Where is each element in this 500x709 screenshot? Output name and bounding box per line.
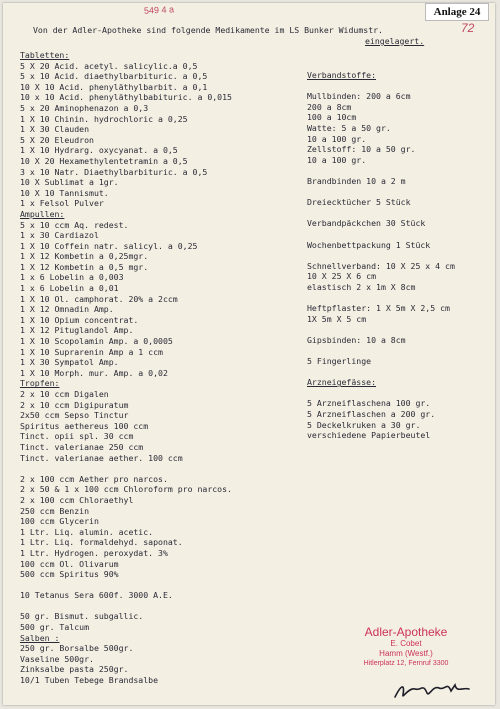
list-line: 100 a 10cm xyxy=(307,112,357,123)
list-line xyxy=(307,81,455,92)
list-line: verschiedene Papierbeutel xyxy=(307,430,431,441)
list-line: 1 X 10 Morph. mur. Amp. a 0,02 xyxy=(20,367,168,378)
list-line: Vaseline 500gr. xyxy=(20,653,94,664)
list-line: 10 a 100 gr. xyxy=(307,154,367,165)
list-line: 10 X 10 Tannismut. xyxy=(20,187,109,198)
list-line: 1 X 10 Coffein natr. salicyl. a 0,25 xyxy=(20,240,198,251)
list-line: Brandbinden 10 a 2 m xyxy=(307,175,406,186)
list-line xyxy=(307,208,455,219)
list-line: Zinksalbe pasta 250gr. xyxy=(20,664,129,675)
list-line: Schnellverband: 10 X 25 x 4 cm xyxy=(307,260,455,271)
list-line: 2 x 100 ccm Aether pro narcos. xyxy=(20,473,168,484)
list-line: Verbandpäckchen 30 Stück xyxy=(307,218,426,229)
list-line: 5 Fingerlinge xyxy=(307,356,372,367)
list-line xyxy=(307,367,455,378)
list-line: Tabletten: xyxy=(20,50,70,60)
list-line xyxy=(307,250,455,261)
list-line: Tinct. opii spl. 30 ccm xyxy=(20,431,134,442)
list-line: 1 X 30 Clauden xyxy=(20,124,90,135)
list-line: 1 x 30 Cardiazol xyxy=(20,230,99,241)
list-line: 2x50 ccm Sepso Tinctur xyxy=(20,410,129,421)
stamp-line: Hitlerplatz 12, Fernruf 3300 xyxy=(363,660,449,667)
list-line: 1 x 6 Lobelin a 0,003 xyxy=(20,272,124,283)
list-line: 10 X 10 Acid. phenyläthylbarbit. a 0,1 xyxy=(20,81,208,92)
list-line: 2 x 100 ccm Chloraethyl xyxy=(20,494,134,505)
list-line xyxy=(307,345,455,356)
list-line: 3 x 10 Natr. Diaethylbarbituric. a 0,5 xyxy=(20,166,208,177)
list-line: elastisch 2 x 1m X 8cm xyxy=(307,281,416,292)
list-line xyxy=(20,601,232,612)
list-line xyxy=(307,187,455,198)
list-line: 100 ccm Glycerin xyxy=(20,516,99,527)
list-line: Tinct. valerianae aether. 100 ccm xyxy=(20,452,183,463)
left-column-list xyxy=(20,50,232,686)
attachment-label: Anlage 24 xyxy=(425,3,489,21)
list-line xyxy=(307,229,455,240)
list-line: 5 Arzneiflaschen a 200 gr. xyxy=(307,409,436,419)
document-heading-continued: eingelagert. xyxy=(365,36,425,46)
list-line: 1 x 6 Lobelin a 0,01 xyxy=(20,283,119,294)
list-line: 10 X 25 X 6 cm xyxy=(307,271,377,282)
list-line: 1 x Felsol Pulver xyxy=(20,198,104,209)
list-line: 5 x 10 Acid. diaethylbarbituric. a 0,5 xyxy=(20,71,208,82)
pharmacy-stamp xyxy=(341,625,471,668)
list-line: Spiritus aethereus 100 ccm xyxy=(20,420,149,431)
list-line: Heftpflaster: 1 X 5m X 2,5 cm xyxy=(307,303,450,314)
list-line: 10 x 10 Acid. phenyläthylbabituric. a 0,015 xyxy=(20,92,232,103)
list-line: 10 a 100 gr. xyxy=(307,133,367,144)
list-line: Salben : xyxy=(20,632,60,643)
list-line: 2 x 10 ccm Digalen xyxy=(20,389,109,399)
stamp-line: Adler-Apotheke xyxy=(364,625,448,639)
list-line: 1 X 30 Sympatol Amp. xyxy=(20,357,119,368)
list-line: 5 X 20 Acid. acetyl. salicylic.a 0,5 xyxy=(20,60,198,71)
list-line: 1 X 10 Scopolamin Amp. a 0,0005 xyxy=(20,336,173,347)
list-line: 5 Deckelkruken a 30 gr. xyxy=(307,419,421,430)
list-line: 10 Tetanus Sera 600f. 3000 A.E. xyxy=(20,590,173,601)
list-line xyxy=(307,324,455,335)
list-line: 5 x 10 ccm Aq. redest. xyxy=(20,219,129,230)
list-line: 250 gr. Borsalbe 500gr. xyxy=(20,643,134,654)
list-line xyxy=(307,165,455,176)
list-line xyxy=(307,292,455,303)
list-line: 1 Ltr. Liq. alumin. acetic. xyxy=(20,526,154,537)
list-line: 1 Ltr. Liq. formaldehyd. saponat. xyxy=(20,537,183,548)
list-line: 1 X 10 Hydrarg. oxycyanat. a 0,5 xyxy=(20,145,178,156)
list-line: 1 Ltr. Hydrogen. peroxydat. 3% xyxy=(20,547,168,558)
list-line: Dreiecktücher 5 Stück xyxy=(307,197,411,208)
list-line: Tinct. valerianae 250 ccm xyxy=(20,441,144,452)
list-line: 1 X 10 Chinin. hydrochloric a 0,25 xyxy=(20,113,188,124)
list-line: 5 x 20 Aminophenazon a 0,3 xyxy=(20,102,149,113)
list-line: Verbandstoffe: xyxy=(307,70,377,80)
list-line: 2 x 50 & 1 x 100 ccm Chloroform pro narcos. xyxy=(20,484,232,495)
list-line: 5 Arzneiflaschena 100 gr. xyxy=(307,398,431,409)
list-line: 5 X 20 Eleudron xyxy=(20,134,94,145)
list-line: 200 a 8cm xyxy=(307,101,352,112)
document-page xyxy=(3,3,495,705)
list-line: 100 ccm Ol. Olivarum xyxy=(20,558,119,569)
list-line: 10 X Sublimat a 1gr. xyxy=(20,177,119,188)
list-line: 1 X 10 Ol. camphorat. 20% a 2ccm xyxy=(20,293,178,304)
handwritten-page-number: 72 xyxy=(461,21,475,35)
archive-number: 549 4 a xyxy=(143,4,175,16)
stamp-line: Hamm (Westf.) xyxy=(379,649,433,658)
stamp-line: E. Cobet xyxy=(390,639,422,648)
handwritten-signature xyxy=(393,679,473,701)
list-line: 10 X 20 Hexamethylentetramin a 0,5 xyxy=(20,155,188,166)
list-line: 1 X 10 Suprarenin Amp a 1 ccm xyxy=(20,346,163,357)
list-line: 1X 5m X 5 cm xyxy=(307,313,367,324)
list-line xyxy=(20,463,232,474)
right-column-list xyxy=(307,70,455,441)
list-line: Ampullen: xyxy=(20,208,65,219)
list-line xyxy=(20,580,232,591)
list-line: Tropfen: xyxy=(20,378,60,389)
list-line: 1 X 12 Omnadin Amp. xyxy=(20,304,114,315)
list-line: Watte: 5 a 50 gr. xyxy=(307,122,391,133)
document-heading: Von der Adler-Apotheke sind folgende Medikamente im LS Bunker Widumstr. xyxy=(33,25,383,35)
list-line: 1 X 12 Kombetin a 0,25mgr. xyxy=(20,251,149,262)
list-line: 1 X 12 Pituglandol Amp. xyxy=(20,325,134,336)
list-line: 500 gr. Talcum xyxy=(20,622,90,633)
list-line: 50 gr. Bismut. subgallic. xyxy=(20,611,144,622)
list-line: 250 ccm Benzin xyxy=(20,505,90,516)
list-line xyxy=(307,388,455,399)
list-line: Wochenbettpackung 1 Stück xyxy=(307,239,431,250)
list-line: 500 ccm Spiritus 90% xyxy=(20,569,119,580)
list-line: Mullbinden: 200 a 6cm xyxy=(307,91,411,102)
list-line: Arzneigefässe: xyxy=(307,377,377,388)
list-line: 2 x 10 ccm Digipuratum xyxy=(20,399,129,410)
list-line: Gipsbinden: 10 a 8cm xyxy=(307,334,406,345)
list-line: 1 X 12 Kombetin a 0,5 mgr. xyxy=(20,261,149,272)
list-line: Zellstoff: 10 a 50 gr. xyxy=(307,144,416,155)
list-line: 10/1 Tuben Tebege Brandsalbe xyxy=(20,675,159,686)
list-line: 1 X 10 Opium concentrat. xyxy=(20,314,139,325)
